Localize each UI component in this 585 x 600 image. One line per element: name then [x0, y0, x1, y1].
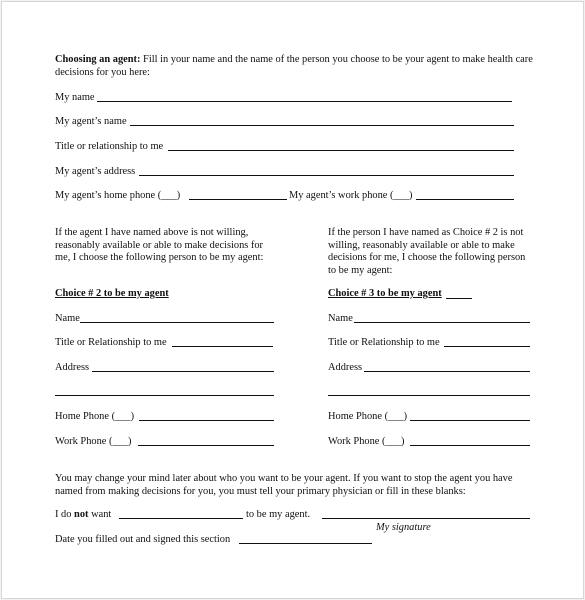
intro-paragraph — [55, 54, 535, 79]
choice3-title-line[interactable] — [444, 346, 530, 347]
not-text: not — [74, 509, 89, 520]
choice3-home-phone-line[interactable] — [410, 420, 530, 421]
choice3-work-phone-line[interactable] — [410, 445, 530, 446]
choice2-name-line[interactable] — [80, 322, 274, 323]
choice2-address-line-2[interactable] — [55, 395, 274, 396]
choice2-work-phone-line[interactable] — [138, 445, 274, 446]
want-text: want — [88, 509, 112, 520]
choice2-work-phone-label: Work Phone (___) — [55, 436, 132, 447]
choice2-home-phone-label: Home Phone (___) — [55, 411, 135, 422]
choice3-home-phone-label: Home Phone (___) — [328, 411, 408, 422]
choice3-title-label: Title or Relationship to me — [328, 337, 440, 348]
i-do-text: I do — [55, 509, 75, 520]
form-page — [1, 1, 584, 599]
choice3-address-line-2[interactable] — [328, 395, 530, 396]
choice3-work-phone-label: Work Phone (___) — [328, 436, 405, 447]
choice3-name-line[interactable] — [354, 322, 530, 323]
intro-text: Fill in your name and the name of the person you choose to be your agent to make health care decisions for you here: — [55, 54, 533, 78]
agent-name-label: My agent’s name — [55, 116, 127, 127]
choice2-intro: If the agent I have named above is not willing, reasonably available or able to make decisions for me, I choose the following person to be my agent: — [55, 227, 264, 264]
title-relationship-line[interactable] — [168, 150, 514, 151]
agent-home-phone-label: My agent’s home phone (___) — [55, 190, 181, 201]
agent-work-phone-label: My agent’s work phone (___) — [289, 190, 413, 201]
signature-line[interactable] — [322, 518, 530, 519]
agent-work-phone-line[interactable] — [416, 199, 514, 200]
signature-caption: My signature — [376, 522, 431, 533]
choice2-title-line[interactable] — [172, 346, 273, 347]
intro-heading: Choosing an agent: — [55, 54, 141, 65]
agent-address-label: My agent’s address — [55, 166, 136, 177]
choice2-address-line-1[interactable] — [92, 371, 274, 372]
choice3-heading-underline-tail — [446, 298, 472, 299]
agent-name-line[interactable] — [130, 125, 514, 126]
to-be-agent-label: to be my agent. — [246, 509, 311, 520]
choice2-home-phone-line[interactable] — [139, 420, 274, 421]
agent-address-line[interactable] — [139, 175, 514, 176]
choice2-address-label: Address — [55, 362, 90, 373]
choice3-intro: If the person I have named as Choice # 2 is not willing, reasonably available or able to make decisions for me, I choose the following person to be my agent: — [328, 227, 526, 276]
change-paragraph: You may change your mind later about who you want to be your agent. If you want to stop the agent you have named from making decisions for you, you must tell your primary physician or fill in these blanks: — [55, 473, 513, 497]
title-relationship-label: Title or relationship to me — [55, 141, 164, 152]
agent-home-phone-line[interactable] — [189, 199, 287, 200]
i-do-not-want-label — [55, 509, 111, 522]
choice3-address-label: Address — [328, 362, 363, 373]
stop-agent-name-line[interactable] — [119, 518, 243, 519]
choice2-title-label: Title or Relationship to me — [55, 337, 167, 348]
my-name-label: My name — [55, 92, 95, 103]
choice3-heading: Choice # 3 to be my agent — [328, 288, 442, 299]
my-name-line[interactable] — [97, 101, 512, 102]
date-signed-label: Date you filled out and signed this section — [55, 534, 231, 545]
choice3-name-label: Name — [328, 313, 353, 324]
choice3-address-line-1[interactable] — [364, 371, 530, 372]
choice2-heading: Choice # 2 to be my agent — [55, 288, 169, 299]
date-signed-line[interactable] — [239, 543, 372, 544]
choice2-name-label: Name — [55, 313, 80, 324]
